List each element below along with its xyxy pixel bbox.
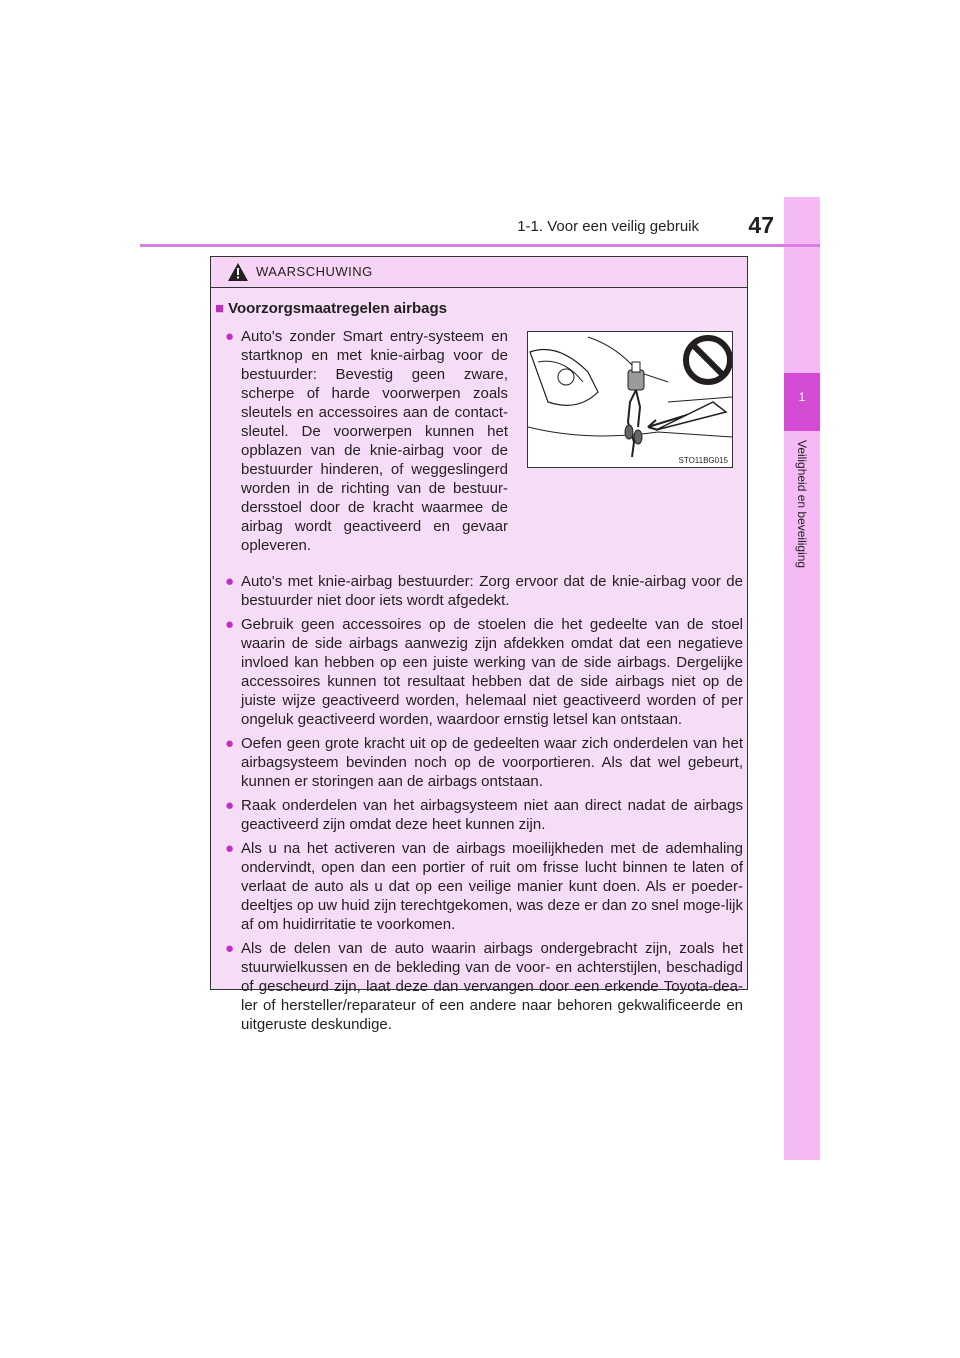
- warning-content: [211, 288, 747, 1033]
- key-illustration: [527, 331, 733, 468]
- list-item: [211, 327, 508, 555]
- bullet-dot-icon: ●: [225, 616, 235, 633]
- header-rule: [140, 244, 820, 247]
- bullet-dot-icon: ●: [225, 573, 235, 590]
- list-item: [211, 939, 743, 1034]
- warning-header: [211, 257, 747, 288]
- square-bullet-icon: ■: [215, 300, 225, 317]
- bullet-dot-icon: ●: [225, 840, 235, 857]
- section-heading: [215, 300, 447, 317]
- list-item-text: Als u na het activeren van de airbags moeilijkheden met de ademhaling ondervindt, open dan een portier of ruit om frisse lucht binnen te laten of verlaat de auto als u dat op een veilige manier kunt doen. Als er poeder-deeltjes op uw huid zijn terechtgekomen, was deze er dan zo snel moge-lijk af om huidirritatie te voorkomen.: [241, 840, 743, 933]
- bullet-list: [211, 572, 743, 1039]
- bullet-dot-icon: ●: [225, 328, 235, 345]
- list-item: [211, 615, 743, 729]
- warning-title: WAARSCHUWING: [256, 264, 373, 279]
- header-section-title: 1-1. Voor een veilig gebruik: [517, 218, 699, 235]
- bullet-dot-icon: ●: [225, 940, 235, 957]
- list-item: [211, 796, 743, 834]
- section-heading-text: Voorzorgsmaatregelen airbags: [228, 300, 448, 317]
- bullet-dot-icon: ●: [225, 735, 235, 752]
- list-item: [211, 839, 743, 934]
- illustration-code: STO11BG015: [678, 456, 728, 465]
- list-item-text: Gebruik geen accessoires op de stoelen die het gedeelte van de stoel waarin de side airbags aanwezig zijn afdekken omdat dat een negatieve invloed kan hebben op een juiste werking van de side airbags. Dergelijke accessoires kunnen tot resultaat hebben dat de side airbags niet op de juiste wijze geactiveerd worden, helemaal niet geactiveerd worden of per ongeluk geactiveerd worden, waardoor ernstig letsel kan ontstaan.: [241, 616, 743, 728]
- chapter-side-strip: [784, 197, 820, 1160]
- list-item: [211, 572, 743, 610]
- list-item-text: Raak onderdelen van het airbagsysteem niet aan direct nadat de airbags geactiveerd zijn omdat deze heet kunnen zijn.: [241, 797, 743, 833]
- page-number: 47: [748, 212, 774, 238]
- list-item-text: Auto's zonder Smart entry-systeem en startknop en met knie-airbag voor de bestuurder: Bevestig geen zware, scherpe of harde voorwerpen zoals sleutels en accessoires aan de contact-sleutel. De voorwerpen kunnen het opblazen van de knie-airbag voor de bestuurder hinderen, of weggeslingerd worden in de richting van de bestuur-dersstoel door de kracht waarmee de airbag wordt geactiveerd en gevaar opleveren.: [241, 328, 508, 554]
- bullet-dot-icon: ●: [225, 797, 235, 814]
- warning-box: [210, 256, 748, 1033]
- warning-triangle-icon: [228, 263, 248, 281]
- chapter-number: 1: [798, 390, 806, 404]
- illustration-drawing: [528, 332, 732, 467]
- chapter-label: Veiligheid en beveiliging: [795, 440, 809, 569]
- list-item-text: Auto's met knie-airbag bestuurder: Zorg ervoor dat de knie-airbag voor de bestuurder niet door iets wordt afgedekt.: [241, 573, 743, 609]
- list-item: [211, 734, 743, 791]
- list-item-text: Als de delen van de auto waarin airbags ondergebracht zijn, zoals het stuurwielkussen en de bekleding van de voor- en achterstijlen, beschadigd of gescheurd zijn, laat deze dan vervangen door een erkende Toyota-dea-ler of hersteller/reparateur of een andere naar behoren gekwalificeerde en uitgeruste deskundige.: [241, 940, 743, 1033]
- list-item-text: Oefen geen grote kracht uit op de gedeelten waar zich onderdelen van het airbagsysteem bevinden noch op de voorportieren. Als dat wel gebeurt, kunnen er storingen aan de airbags ontstaan.: [241, 735, 743, 790]
- bullet-list-first: [211, 327, 508, 555]
